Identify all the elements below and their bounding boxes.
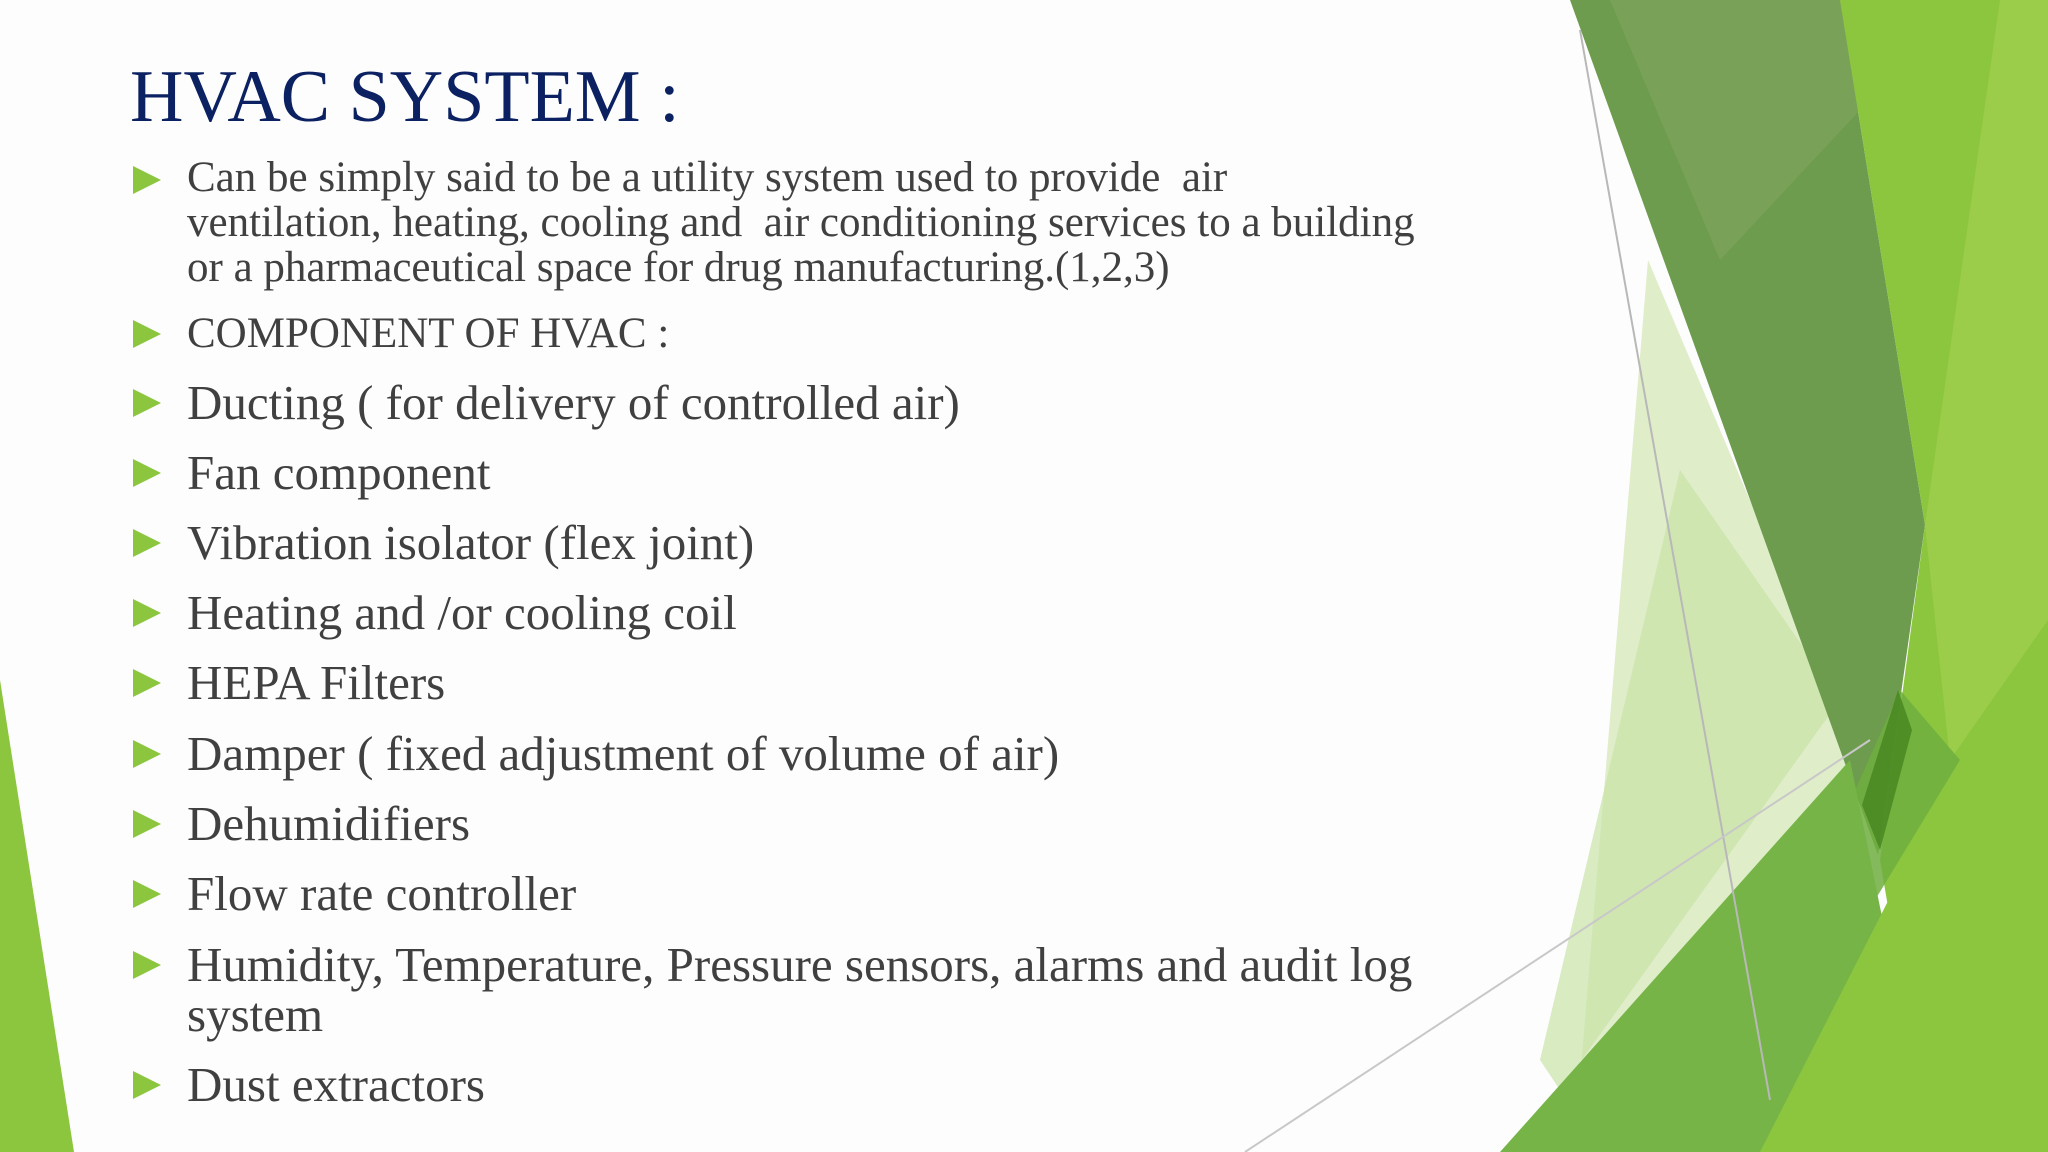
triangle-right-icon — [133, 951, 161, 979]
triangle-right-icon — [133, 810, 161, 838]
bullet-text: Dust extractors — [187, 1057, 485, 1112]
bullet-text: Humidity, Temperature, Pressure sensors, alarms and audit log system — [187, 937, 1413, 1042]
bullet-text: HEPA Filters — [187, 655, 446, 710]
bullet-text: Damper ( fixed adjustment of volume of air) — [187, 726, 1060, 781]
triangle-right-icon — [133, 166, 161, 194]
triangle-right-icon — [133, 1071, 161, 1099]
bullet-text: COMPONENT OF HVAC : — [187, 310, 670, 357]
bullet-text: Heating and /or cooling coil — [187, 585, 737, 640]
triangle-right-icon — [133, 529, 161, 557]
triangle-right-icon — [133, 599, 161, 627]
bullet-text: Flow rate controller — [187, 866, 577, 921]
triangle-right-icon — [133, 880, 161, 908]
bullet-text: Fan component — [187, 445, 491, 500]
triangle-right-icon — [133, 389, 161, 417]
bullet-text: Vibration isolator (flex joint) — [187, 515, 755, 570]
triangle-right-icon — [133, 320, 161, 348]
triangle-right-icon — [133, 669, 161, 697]
bullet-text: Dehumidifiers — [187, 796, 471, 851]
triangle-right-icon — [133, 459, 161, 487]
bullet-text: Ducting ( for delivery of controlled air) — [187, 375, 960, 430]
bullet-text: Can be simply said to be a utility system used to provide air ventilation, heating, cooling and air conditioning services to a building or a pharmaceutical space for drug manufacturing.(1,2,3) — [187, 154, 1415, 291]
left-green-sliver — [0, 680, 74, 1152]
triangle-right-icon — [133, 740, 161, 768]
slide-title: HVAC SYSTEM : — [130, 56, 680, 138]
